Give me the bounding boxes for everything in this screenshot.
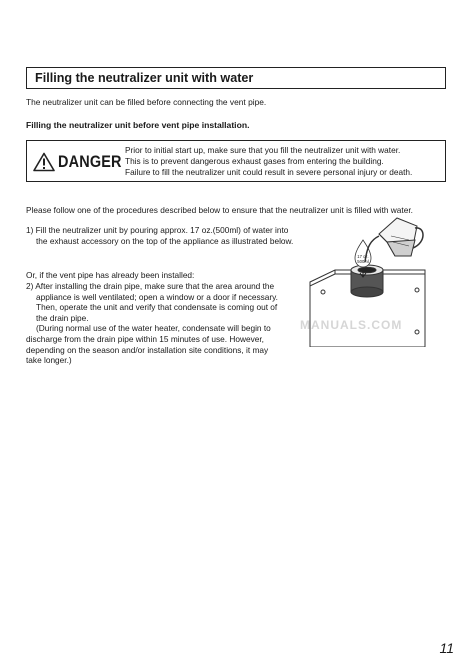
warning-triangle-icon [33, 152, 55, 172]
step-line: the exhaust accessory on the top of the appliance as illustrated below. [36, 235, 294, 246]
intro-text: The neutralizer unit can be filled before connecting the vent pipe. [26, 97, 267, 107]
danger-label [33, 150, 133, 174]
pitcher [379, 218, 423, 256]
danger-box [26, 140, 446, 182]
page-number: 11 [439, 640, 454, 656]
step-line: take longer.) [26, 355, 72, 366]
step-line: discharge from the drain pipe within 15 minutes of use. However, [26, 333, 264, 344]
section-title: Filling the neutralizer unit with water [26, 67, 446, 89]
step-line: (During normal use of the water heater, condensate will begin to [36, 323, 271, 334]
step-line: 1) Fill the neutralizer unit by pouring approx. 17 oz.(500ml) of water into [26, 225, 289, 235]
step-line: appliance is well ventilated; open a window or a door if necessary. [36, 291, 278, 302]
danger-line: Failure to fill the neutralizer unit could result in severe personal injury or death. [125, 167, 413, 177]
or-line: Or, if the vent pipe has already been installed: [26, 270, 195, 280]
procedure-intro: Please follow one of the procedures described below to ensure that the neutralizer unit is filled with water. [26, 205, 413, 215]
danger-line: Prior to initial start up, make sure that you fill the neutralizer unit with water. [125, 145, 401, 155]
step-2 [26, 281, 278, 366]
step-line: 2) After installing the drain pipe, make sure that the area around the [26, 281, 275, 291]
danger-text [125, 145, 412, 178]
step-line: the drain pipe. [36, 312, 89, 323]
step-line: Then, operate the unit and verify that condensate is coming out of [36, 302, 278, 313]
step-1 [26, 225, 293, 246]
step-line: depending on the season and/or installation site conditions, it may [26, 344, 269, 355]
exhaust-accessory [351, 265, 383, 297]
watermark: MANUALS.COM [300, 318, 403, 332]
danger-line: This is to prevent dangerous exhaust gases from entering the building. [125, 156, 384, 166]
subheading: Filling the neutralizer unit before vent pipe installation. [26, 120, 250, 130]
drop-label: 17 oz. [357, 254, 369, 259]
drop-label: 500ml [357, 259, 369, 264]
danger-word: DANGER [58, 152, 122, 171]
